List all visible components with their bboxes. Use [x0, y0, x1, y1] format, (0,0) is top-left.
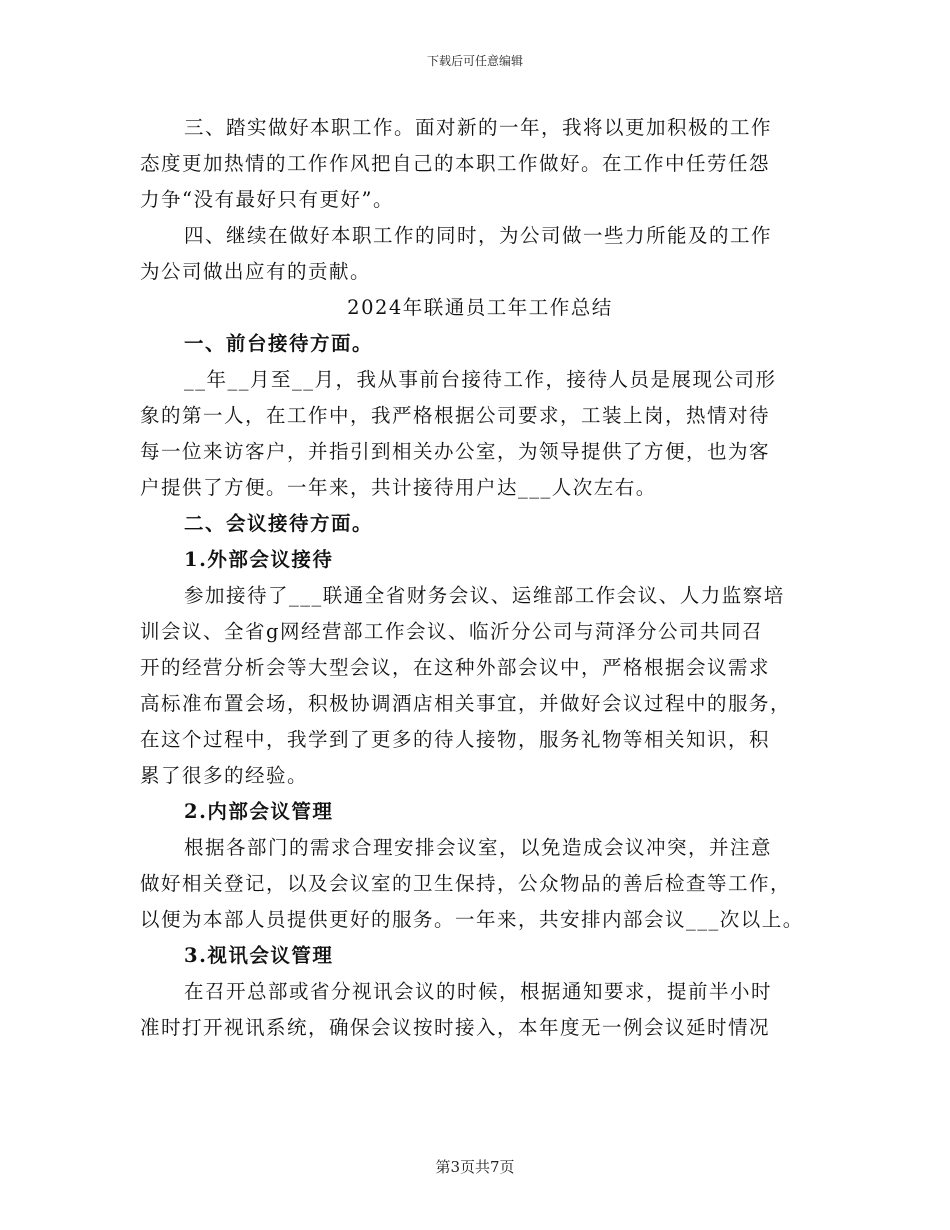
paragraph-line: 做好相关登记，以及会议室的卫生保持，公众物品的善后检查等工作， — [140, 872, 792, 895]
paragraph-line: 根据各部门的需求合理安排会议室，以免造成会议冲突，并注意 — [184, 836, 773, 859]
paragraph-line: __年__月至__月，我从事前台接待工作，接待人员是展现公司形 — [184, 368, 777, 391]
document-body — [140, 110, 820, 1046]
subsection-heading: 1.外部会议接待 — [184, 548, 334, 571]
section-heading: 一、前台接待方面。 — [184, 332, 374, 355]
paragraph-line: 开的经营分析会等大型会议，在这种外部会议中，严格根据会议需求 — [140, 656, 771, 679]
paragraph-line: 态度更加热情的工作作风把自己的本职工作做好。在工作中任劳任怨 — [140, 152, 771, 175]
paragraph-line: 参加接待了___联通全省财务会议、运维部工作会议、人力监察培 — [184, 584, 785, 607]
paragraph-line: 在这个过程中，我学到了更多的待人接物，服务礼物等相关知识，积 — [140, 728, 771, 751]
page-footer: 第3页共7页 — [435, 1158, 515, 1176]
subsection-heading: 2.内部会议管理 — [184, 800, 334, 823]
paragraph-line: 在召开总部或省分视讯会议的时候，根据通知要求，提前半小时 — [184, 980, 773, 1003]
paragraph-line: 以便为本部人员提供更好的服务。一年来，共安排内部会议___次以上。 — [140, 908, 804, 931]
paragraph-line: 高标准布置会场，积极协调酒店相关事宜，并做好会议过程中的服务， — [140, 692, 792, 715]
paragraph-line: 力争“没有最好只有更好”。 — [140, 188, 394, 211]
section-heading: 二、会议接待方面。 — [184, 512, 374, 535]
document-title: 2024年联通员工年工作总结 — [347, 296, 613, 319]
paragraph-line: 户提供了方便。一年来，共计接待用户达___人次左右。 — [140, 476, 657, 499]
paragraph-line: 三、踏实做好本职工作。面对新的一年，我将以更加积极的工作 — [184, 116, 773, 139]
paragraph-line: 训会议、全省g网经营部工作会议、临沂分公司与菏泽分公司共同召 — [140, 620, 763, 643]
page-header: 下载后可任意编辑 — [426, 54, 523, 68]
paragraph-line: 准时打开视讯系统，确保会议按时接入，本年度无一例会议延时情况 — [140, 1016, 771, 1039]
paragraph-line: 为公司做出应有的贡献。 — [140, 260, 372, 283]
paragraph-line: 累了很多的经验。 — [140, 764, 309, 787]
paragraph-line: 四、继续在做好本职工作的同时，为公司做一些力所能及的工作 — [184, 224, 773, 247]
subsection-heading: 3.视讯会议管理 — [184, 944, 334, 967]
paragraph-line: 每一位来访客户，并指引到相关办公室，为领导提供了方便，也为客 — [140, 440, 771, 463]
paragraph-line: 象的第一人，在工作中，我严格根据公司要求，工装上岗，热情对待 — [140, 404, 771, 427]
